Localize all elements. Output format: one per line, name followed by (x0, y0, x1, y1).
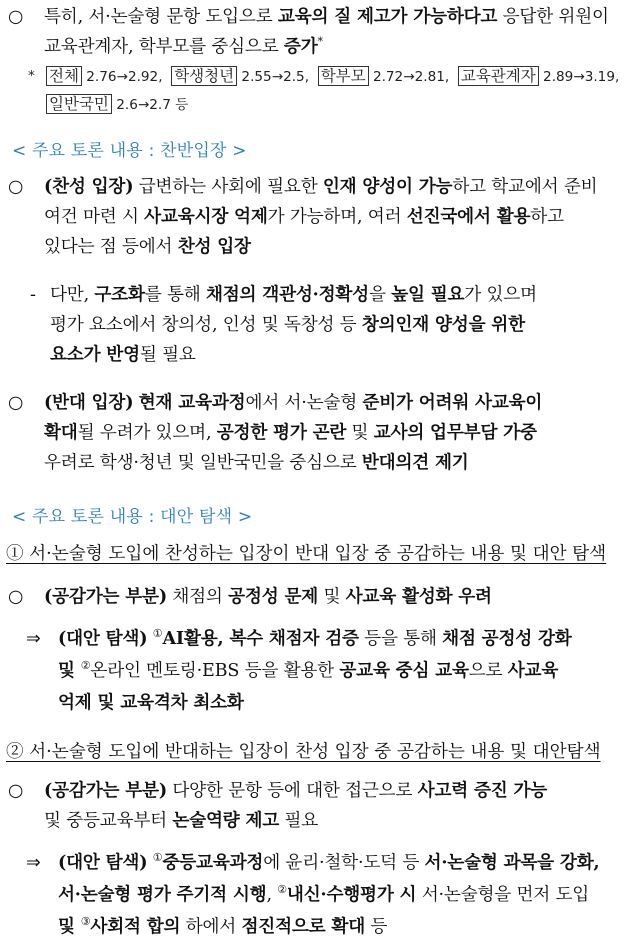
text-line: 및 ③사회적 합의 하에서 점진적으로 확대 등 (58, 915, 388, 937)
paragraph-support-position (8, 172, 633, 262)
text-line: (공감가는 부분) 채점의 공정성 문제 및 사교육 활성화 우려 (44, 586, 492, 607)
text-line: 교육관계자, 학부모를 중심으로 증가* (44, 35, 323, 57)
score-footnote: * 전체 2.76→2.92, 학생청년 2.55→2.5, 학부모 2.72→2.81, 교육관계자 2.89→3.19, 일반국민 2.6→2.7 등 (28, 67, 620, 113)
text-line: 요소가 반영될 필요 (50, 344, 196, 365)
text-line: 여건 마련 시 사교육시장 억제가 가능하며, 여러 선진국에서 활용하고 (44, 206, 564, 227)
paragraph-response-increase (8, 2, 633, 64)
paragraph-alternative-2 (26, 848, 634, 944)
section-title-pros-cons: < 주요 토론 내용 : 찬반입장 > (12, 141, 247, 161)
text-line: 및 중등교육부터 논술역량 제고 필요 (44, 810, 319, 831)
label-box: 전체 (46, 66, 82, 86)
heading-support-empathy: ① 서·논술형 도입에 찬성하는 입장이 반대 입장 중 공감하는 내용 및 대안 탐색 (6, 544, 607, 564)
text-line: 다만, 구조화를 통해 채점의 객관성·정확성을 높일 필요가 있으며 (50, 284, 537, 305)
text-line: (반대 입장) 현재 교육과정에서 서·논술형 준비가 어려워 사교육이 (44, 392, 543, 413)
section-title-alternatives: < 주요 토론 내용 : 대안 탐색 > (12, 507, 253, 527)
label-box: 학생청년 (171, 66, 237, 86)
text-line: 확대될 우려가 있으며, 공정한 평가 곤란 및 교사의 업무부담 가중 (44, 422, 537, 443)
text-line: 우려로 학생·청년 및 일반국민을 중심으로 반대의견 제기 (44, 452, 469, 473)
text-line: (대안 탐색) ①AI활용, 복수 채점자 검증 등을 통해 채점 공정성 강화 (58, 627, 572, 649)
text-line: (공감가는 부분) 다양한 문항 등에 대한 접근으로 사고력 증진 가능 (44, 780, 548, 801)
paragraph-however (30, 280, 635, 370)
text-line: 있다는 점 등에서 찬성 입장 (44, 236, 251, 257)
text-line: 평가 요소에서 창의성, 인성 및 독창성 등 창의인재 양성을 위한 (50, 314, 525, 335)
arrow-icon: ⇒ (26, 853, 41, 873)
text-line: 억제 및 교육격차 최소화 (58, 692, 244, 713)
text-line: 특히, 서·논술형 문항 도입으로 교육의 질 제고가 가능하다고 응답한 위원이 (44, 6, 609, 27)
text-line: (대안 탐색) ①중등교육과정에 윤리·철학·도덕 등 서·논술형 과목을 강화, (58, 851, 600, 873)
bullet-circle: ○ (8, 177, 24, 197)
bullet-circle: ○ (8, 587, 24, 607)
bullet-circle: ○ (8, 7, 24, 27)
text-line: 서·논술형 평가 주기적 시행, ②내신·수행평가 시 서·논술형을 먼저 도입 (58, 883, 590, 905)
bullet-dash: - (30, 285, 36, 305)
heading-oppose-empathy: ② 서·논술형 도입에 반대하는 입장이 찬성 입장 중 공감하는 내용 및 대안탐색 (6, 742, 601, 762)
label-box: 일반국민 (46, 94, 112, 114)
paragraph-empathy-1 (8, 582, 633, 612)
paragraph-alternative-1 (26, 624, 634, 718)
arrow-icon: ⇒ (26, 629, 41, 649)
paragraph-empathy-2 (8, 776, 633, 836)
paragraph-oppose-position (8, 388, 633, 478)
bullet-circle: ○ (8, 781, 24, 801)
label-box: 학부모 (318, 66, 369, 86)
bullet-circle: ○ (8, 393, 24, 413)
text-line: (찬성 입장) 급변하는 사회에 필요한 인재 양성이 가능하고 학교에서 준비 (44, 176, 598, 197)
text-line: 및 ②온라인 멘토링·EBS 등을 활용한 공교육 중심 교육으로 사교육 (58, 659, 559, 681)
label-box: 교육관계자 (458, 66, 539, 86)
